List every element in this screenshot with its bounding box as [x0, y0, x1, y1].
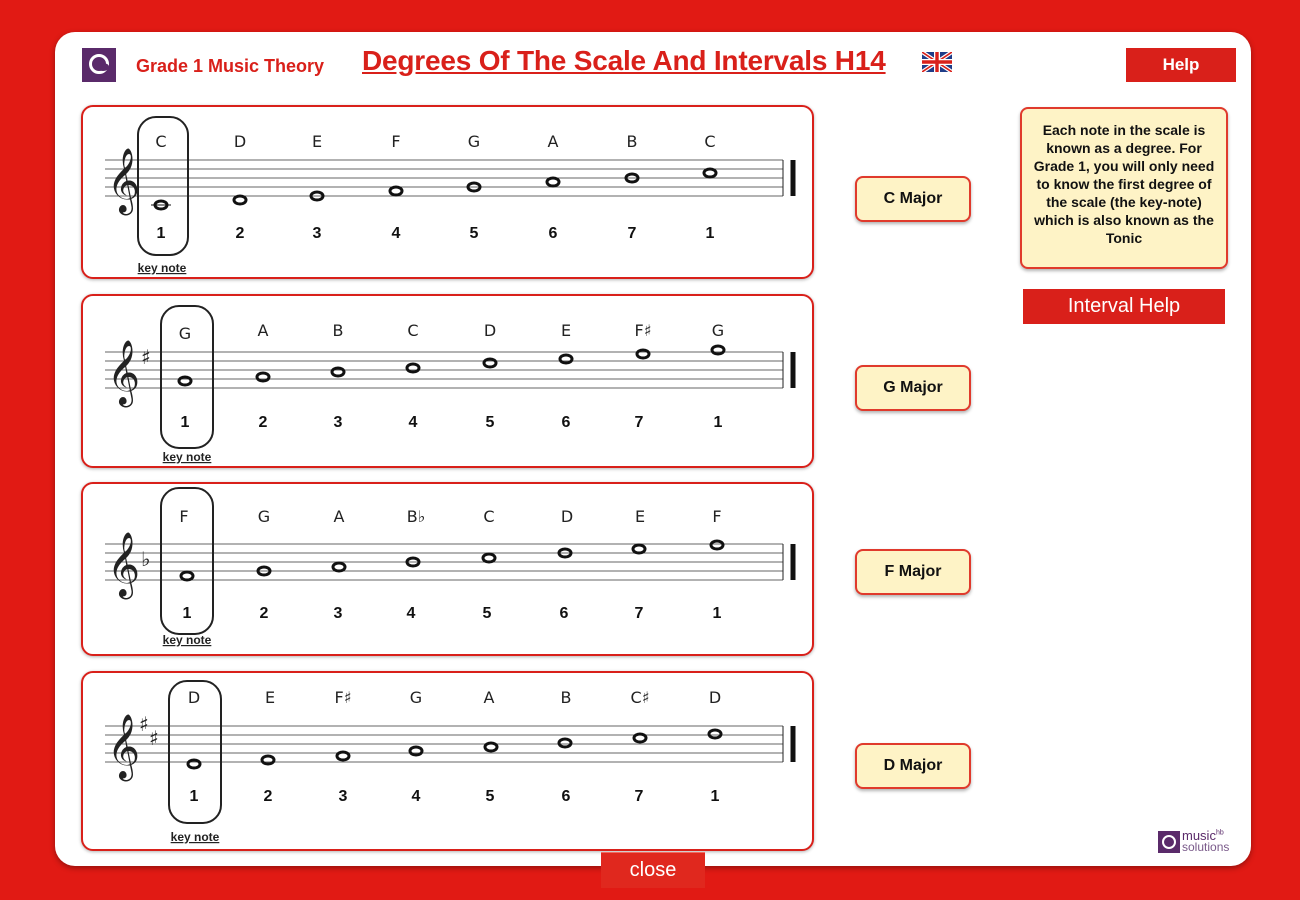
degree-number: 1: [189, 788, 199, 805]
c-major-button[interactable]: C Major: [855, 176, 971, 222]
degree-number: 2: [263, 788, 273, 805]
scale-panel-g-major: [81, 294, 814, 468]
whole-note: [637, 350, 649, 358]
degree-number: 2: [259, 605, 269, 622]
key-note-label: key note: [170, 830, 220, 844]
whole-note: [390, 187, 402, 195]
note-name: C♯: [630, 688, 650, 707]
degree-number: 6: [559, 605, 569, 622]
degree-number: 6: [561, 788, 571, 805]
close-button[interactable]: close: [601, 852, 705, 888]
g-major-button[interactable]: G Major: [855, 365, 971, 411]
whole-note: [712, 346, 724, 354]
info-box: Each note in the scale is known as a degree. For Grade 1, you will only need to know the first degree of the scale (the key-note) which is also known as the Tonic: [1020, 107, 1228, 269]
note-name: D: [483, 321, 497, 340]
c-major-staff: [83, 107, 816, 281]
note-name: G: [257, 507, 271, 526]
note-names-row: [179, 321, 724, 343]
whole-note: [709, 730, 721, 738]
sharp-icon: ♯: [149, 726, 159, 750]
brand-line2: solutions: [1182, 840, 1230, 854]
d-major-staff: [83, 673, 816, 853]
note-name: E: [311, 132, 323, 151]
degree-number: 4: [406, 605, 416, 622]
whole-note: [333, 563, 345, 571]
note-name: F♯: [334, 688, 352, 707]
sharp-icon: ♯: [141, 345, 151, 369]
note-name: F: [712, 507, 722, 526]
degree-number: 3: [333, 605, 343, 622]
whole-note: [485, 743, 497, 751]
note-name: D: [560, 507, 574, 526]
degree-number: 2: [258, 414, 268, 431]
whole-note: [634, 734, 646, 742]
whole-note: [332, 368, 344, 376]
degree-number: 5: [485, 788, 495, 805]
brand-logo-icon: [1158, 831, 1180, 853]
degree-number: 3: [333, 414, 343, 431]
note-name: A: [257, 321, 269, 340]
note-name: A: [483, 688, 495, 707]
degree-number: 4: [391, 225, 401, 242]
note-names-row: [155, 132, 715, 151]
treble-clef-icon: 𝄞: [107, 148, 141, 213]
note-name: C: [704, 132, 716, 151]
brand-superscript: hb: [1215, 829, 1224, 837]
whole-note: [560, 355, 572, 363]
note-name: B: [332, 321, 344, 340]
whole-note: [484, 359, 496, 367]
note-name: E: [264, 688, 276, 707]
degree-number: 1: [182, 605, 192, 622]
degree-number: 1: [712, 605, 722, 622]
degree-numbers-row: [190, 788, 720, 805]
note-names-row: [179, 507, 721, 526]
g-major-staff: [83, 296, 816, 470]
brand-logo: [1158, 828, 1240, 854]
note-name: G: [711, 321, 725, 340]
whole-note: [483, 554, 495, 562]
note-name: D: [708, 688, 722, 707]
whole-note: [547, 178, 559, 186]
whole-note: [711, 541, 723, 549]
treble-clef-icon: 𝄞: [107, 714, 141, 779]
app-logo-icon: [82, 48, 116, 82]
degree-numbers-row: [181, 414, 723, 431]
whole-note: [188, 760, 200, 768]
degree-number: 6: [561, 414, 571, 431]
key-note-label: key note: [162, 633, 212, 647]
help-button[interactable]: Help: [1126, 48, 1236, 82]
whole-note: [410, 747, 422, 755]
degree-number: 5: [469, 225, 479, 242]
note-name: G: [178, 324, 192, 343]
degree-number: 4: [408, 414, 418, 431]
d-major-button[interactable]: D Major: [855, 743, 971, 789]
degree-number: 3: [312, 225, 322, 242]
page-title: Degrees Of The Scale And Intervals H14: [362, 45, 886, 76]
degree-number: 7: [634, 788, 644, 805]
degree-number: 1: [156, 225, 166, 242]
app-title: Grade 1 Music Theory: [136, 56, 325, 76]
whole-note: [559, 739, 571, 747]
treble-clef-icon: 𝄞: [107, 532, 141, 597]
note-name: G: [409, 688, 423, 707]
sharp-icon: ♯: [139, 712, 149, 736]
degree-number: 5: [482, 605, 492, 622]
note-name: B♭: [406, 507, 426, 526]
note-name: A: [547, 132, 559, 151]
degree-number: 1: [713, 414, 723, 431]
note-name: E: [560, 321, 572, 340]
note-name: B: [626, 132, 638, 151]
uk-flag-icon[interactable]: [922, 52, 952, 72]
degree-number: 5: [485, 414, 495, 431]
degree-number: 1: [705, 225, 715, 242]
note-name: D: [187, 688, 201, 707]
interval-help-button[interactable]: Interval Help: [1023, 289, 1225, 324]
note-name: B: [560, 688, 572, 707]
whole-note: [407, 364, 419, 372]
f-major-staff: [83, 484, 816, 660]
degree-number: 4: [411, 788, 421, 805]
note-heads: [181, 541, 723, 580]
degree-number: 7: [634, 605, 644, 622]
degree-numbers-row: [183, 605, 722, 622]
whole-note: [704, 169, 716, 177]
whole-note: [181, 572, 193, 580]
degree-number: 7: [627, 225, 637, 242]
note-name: C: [483, 507, 495, 526]
note-name: A: [333, 507, 345, 526]
degree-number: 2: [235, 225, 245, 242]
note-name: C: [407, 321, 419, 340]
note-name: G: [467, 132, 481, 151]
treble-clef-icon: 𝄞: [107, 340, 141, 405]
note-name: C: [155, 132, 167, 151]
degree-number: 7: [634, 414, 644, 431]
note-name: D: [233, 132, 247, 151]
note-name: F: [391, 132, 401, 151]
flat-icon: ♭: [141, 547, 151, 571]
degree-numbers-row: [157, 225, 715, 242]
degree-number: 3: [338, 788, 348, 805]
scale-panel-c-major: [81, 105, 814, 279]
key-note-label: key note: [162, 450, 212, 464]
whole-note: [257, 373, 269, 381]
whole-note: [179, 377, 191, 385]
degree-number: 1: [710, 788, 720, 805]
degree-number: 1: [180, 414, 190, 431]
f-major-button[interactable]: F Major: [855, 549, 971, 595]
whole-note: [633, 545, 645, 553]
whole-note: [337, 752, 349, 760]
scale-panel-f-major: [81, 482, 814, 656]
note-name: E: [634, 507, 646, 526]
scale-panel-d-major: [81, 671, 814, 851]
degree-number: 6: [548, 225, 558, 242]
brand-line1: music$^{hb}$: [1182, 828, 1224, 843]
whole-note: [262, 756, 274, 764]
whole-note: [234, 196, 246, 204]
note-heads: [151, 169, 716, 209]
note-names-row: [188, 688, 721, 707]
key-note-label: key note: [137, 261, 187, 275]
note-name: F♯: [634, 321, 652, 340]
note-name: F: [179, 507, 189, 526]
